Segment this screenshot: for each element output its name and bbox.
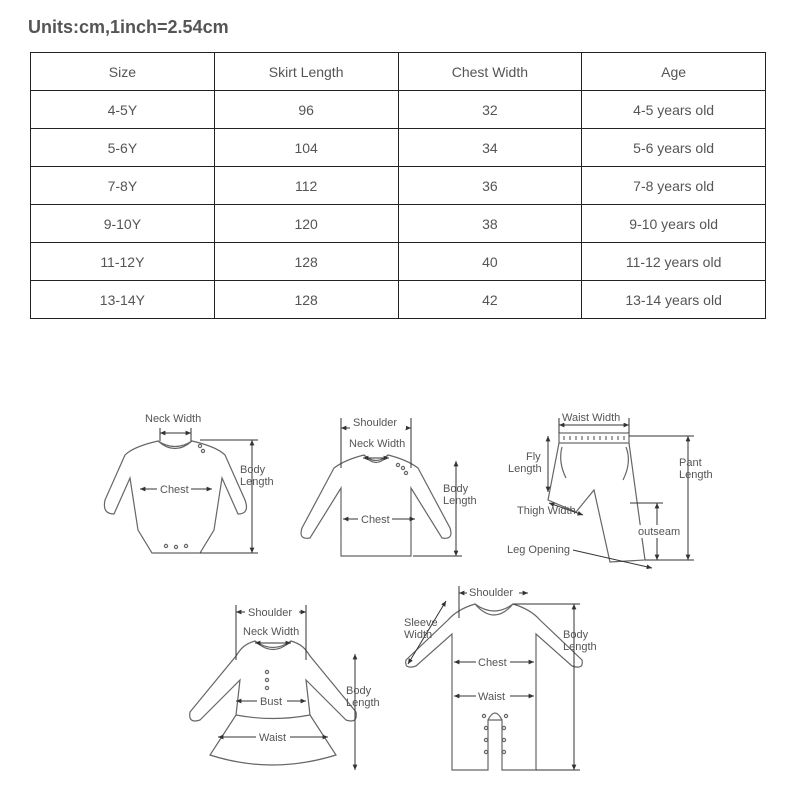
cell-size: 13-14Y	[31, 281, 215, 319]
header-age: Age	[582, 53, 766, 91]
cell-chest-width: 42	[398, 281, 582, 319]
header-chest-width: Chest Width	[398, 53, 582, 91]
bust-label: Bust	[260, 696, 283, 708]
shirt-diagram	[301, 415, 477, 556]
cell-chest-width: 40	[398, 243, 582, 281]
cell-skirt-length: 112	[214, 167, 398, 205]
bodysuit-diagram	[104, 413, 273, 553]
cell-chest-width: 32	[398, 91, 582, 129]
body-length-label: Length	[443, 495, 477, 507]
shoulder-label: Shoulder	[353, 417, 398, 429]
cell-chest-width: 34	[398, 129, 582, 167]
cell-size: 11-12Y	[31, 243, 215, 281]
dress-collar	[255, 641, 291, 650]
table-row	[31, 205, 766, 243]
cell-size: 5-6Y	[31, 129, 215, 167]
body-length-label: Body	[443, 483, 469, 495]
table-row	[31, 243, 766, 281]
cell-size: 9-10Y	[31, 205, 215, 243]
neck-width-label: Neck Width	[243, 626, 300, 638]
chest-label: Chest	[160, 484, 189, 496]
body-length-label: Length	[240, 476, 274, 488]
table-row	[31, 167, 766, 205]
bodysuit-outline	[104, 441, 246, 553]
cell-age: 7-8 years old	[582, 167, 766, 205]
pant-length-label: Length	[679, 469, 713, 481]
pants-diagram	[505, 411, 713, 568]
dress-diagram	[190, 605, 380, 770]
thigh-width-label: Thigh Width	[517, 505, 576, 517]
cell-size: 7-8Y	[31, 167, 215, 205]
cell-chest-width: 36	[398, 167, 582, 205]
pant-length-label: Pant	[679, 457, 702, 469]
cell-age: 11-12 years old	[582, 243, 766, 281]
sleeve-width-label: Width	[404, 629, 433, 641]
cell-chest-width: 38	[398, 205, 582, 243]
fly-length-label: Fly	[526, 451, 541, 463]
header-size: Size	[31, 53, 215, 91]
size-chart-table	[30, 52, 766, 319]
shirt-collar	[364, 455, 388, 463]
romper-diagram	[404, 586, 597, 770]
table-row	[31, 281, 766, 319]
body-length-label: Body	[240, 464, 266, 476]
neck-width-label: Neck Width	[145, 413, 202, 425]
table-header-row	[31, 53, 766, 91]
leg-opening-label: Leg Opening	[507, 544, 570, 556]
waist-label: Waist	[259, 732, 287, 744]
chest-label: Chest	[478, 657, 507, 669]
units-note: Units:cm,1inch=2.54cm	[28, 17, 229, 37]
table-row	[31, 91, 766, 129]
cell-skirt-length: 120	[214, 205, 398, 243]
cell-skirt-length: 128	[214, 243, 398, 281]
bodysuit-collar	[158, 441, 192, 449]
sleeve-width-label: Sleeve	[404, 617, 438, 629]
fly-length-label: Length	[508, 463, 542, 475]
neck-width-label: Neck Width	[349, 438, 406, 450]
shoulder-label: Shoulder	[469, 587, 514, 599]
cell-age: 9-10 years old	[582, 205, 766, 243]
shoulder-label: Shoulder	[248, 607, 293, 619]
body-length-label: Length	[346, 697, 380, 709]
cell-skirt-length: 96	[214, 91, 398, 129]
shirt-outline	[301, 455, 451, 556]
table-row	[31, 129, 766, 167]
romper-collar	[475, 604, 513, 615]
body-length-label: Length	[563, 641, 597, 653]
cell-age: 4-5 years old	[582, 91, 766, 129]
body-length-label: Body	[563, 629, 589, 641]
waist-label: Waist	[478, 691, 506, 703]
cell-age: 13-14 years old	[582, 281, 766, 319]
cell-skirt-length: 128	[214, 281, 398, 319]
body-length-label: Body	[346, 685, 372, 697]
cell-size: 4-5Y	[31, 91, 215, 129]
waist-width-label: Waist Width	[562, 412, 621, 424]
header-skirt-length: Skirt Length	[214, 53, 398, 91]
chest-label: Chest	[361, 514, 390, 526]
cell-age: 5-6 years old	[582, 129, 766, 167]
measurement-diagrams	[0, 400, 800, 800]
outseam-label: outseam	[638, 526, 681, 538]
cell-skirt-length: 104	[214, 129, 398, 167]
